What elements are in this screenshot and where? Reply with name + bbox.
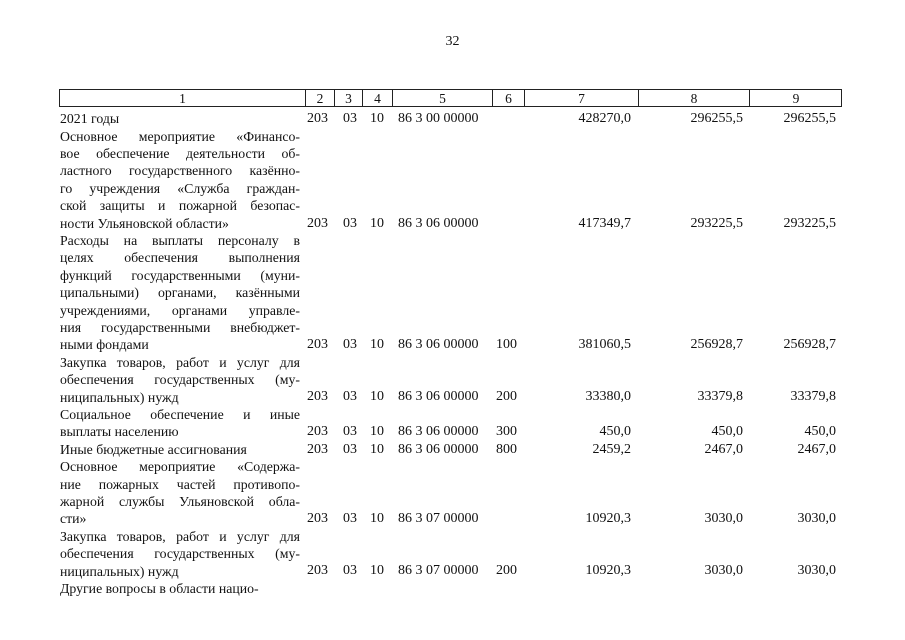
amount-col-7: 417349,7 [578,215,631,231]
row-name [60,441,300,458]
amount-col-9: 2467,0 [797,441,836,457]
row-name-line: Иные бюджетные ассигнования [60,441,247,457]
target-article: 86 3 06 00000 [398,441,479,457]
header-col-1: 1 [60,90,306,107]
row-name [60,406,300,441]
table-header [59,89,842,107]
code-section: 203 [307,111,328,126]
amount-col-7: 2459,2 [592,441,631,457]
row-name-line: целях обеспечения выполнения [60,250,300,266]
amount-col-8: 296255,5 [690,111,743,126]
code-subsection: 03 [343,215,357,231]
page-number: 32 [445,34,460,49]
expense-type: 300 [496,424,517,440]
code-subsubsection: 10 [370,511,384,527]
row-name-line: сти» [60,511,87,527]
row-name-line: ние пожарных частей противопо- [60,476,300,492]
target-article: 86 3 06 00000 [398,424,479,440]
code-subsection: 03 [343,563,357,579]
target-article: 86 3 06 00000 [398,389,479,405]
code-subsection: 03 [343,441,357,457]
amount-col-9: 3030,0 [797,511,836,527]
row-name [60,354,300,406]
row-name-line: ниципальных) нужд [60,563,179,579]
row-name [60,458,300,528]
code-subsubsection: 10 [370,563,384,579]
amount-col-9: 33379,8 [790,389,836,405]
amount-col-9: 296255,5 [783,111,836,126]
amount-col-8: 293225,5 [690,215,743,231]
row-name-line: 2021 годы [60,111,120,126]
header-col-5: 5 [393,90,493,107]
row-name [60,232,300,354]
code-section: 203 [307,215,328,231]
header-col-7: 7 [525,90,639,107]
code-section: 203 [307,563,328,579]
row-name-line: выплаты населению [60,424,179,440]
row-name-line: ности Ульяновской области» [60,215,229,231]
target-article: 86 3 06 00000 [398,215,479,231]
row-name-line: Закупка товаров, работ и услуг для [60,528,300,544]
amount-col-9: 293225,5 [783,215,836,231]
amount-col-9: 256928,7 [783,337,836,353]
amount-col-7: 428270,0 [578,111,631,126]
target-article: 86 3 06 00000 [398,337,479,353]
amount-col-7: 10920,3 [585,563,631,579]
row-name [60,110,300,127]
header-col-3: 3 [335,90,363,107]
row-name-line: жарной службы Ульяновской обла- [60,493,300,509]
row-name-line: учреждениями, органами управле- [60,302,300,318]
code-subsubsection: 10 [370,441,384,457]
header-col-2: 2 [306,90,335,107]
code-subsubsection: 10 [370,424,384,440]
row-name-line: ципальными) органами, казёнными [60,285,300,301]
row-name-line: обеспечения государственных (му- [60,372,300,388]
row-name-line: Социальное обеспечение и иные [60,406,300,422]
target-article: 86 3 07 00000 [398,511,479,527]
row-name-line: ниципальных) нужд [60,389,179,405]
code-section: 203 [307,441,328,457]
code-subsection: 03 [343,511,357,527]
target-article: 86 3 07 00000 [398,563,479,579]
header-col-9: 9 [792,91,800,106]
header-col-4: 4 [363,90,393,107]
expense-type: 200 [496,389,517,405]
row-name-line: функций государственными (муни- [60,267,300,283]
amount-col-7: 450,0 [599,424,631,440]
code-section: 203 [307,424,328,440]
code-section: 203 [307,511,328,527]
row-name-line: обеспечения государственных (му- [60,546,300,562]
code-subsubsection: 10 [370,337,384,353]
row-name-line: вое обеспечение деятельности об- [60,145,300,161]
code-section: 203 [307,337,328,353]
header-col-6: 6 [493,90,525,107]
expense-type: 100 [496,337,517,353]
code-subsection: 03 [343,111,357,126]
amount-col-8: 256928,7 [690,337,743,353]
row-name-line: ской защиты и пожарной безопас- [60,198,300,214]
amount-col-9: 450,0 [804,424,836,440]
row-name-line: ными фондами [60,337,149,353]
row-name-line: Другие вопросы в области нацио- [60,581,259,596]
amount-col-8: 3030,0 [704,563,743,579]
row-name-line: Основное мероприятие «Содержа- [60,459,300,475]
row-name-line: ния государственными внебюджет- [60,319,300,335]
code-subsubsection: 10 [370,389,384,405]
row-name-line: ластного государственного казённо- [60,163,300,179]
target-article: 86 3 00 00000 [398,111,479,126]
amount-col-8: 450,0 [711,424,743,440]
amount-col-7: 10920,3 [585,511,631,527]
row-name [60,528,300,580]
expense-type: 800 [496,441,517,457]
header-col-8: 8 [639,90,750,107]
code-subsection: 03 [343,424,357,440]
amount-col-8: 33379,8 [697,389,743,405]
row-name [60,580,300,597]
row-name-line: Основное мероприятие «Финансо- [60,128,300,144]
amount-col-7: 381060,5 [578,337,631,353]
amount-col-8: 2467,0 [704,441,743,457]
code-subsection: 03 [343,389,357,405]
code-section: 203 [307,389,328,405]
row-name [60,128,300,232]
amount-col-8: 3030,0 [704,511,743,527]
amount-col-9: 3030,0 [797,563,836,579]
expense-type: 200 [496,563,517,579]
amount-col-7: 33380,0 [585,389,631,405]
row-name-line: Закупка товаров, работ и услуг для [60,354,300,370]
code-subsubsection: 10 [370,111,384,126]
row-name-line: Расходы на выплаты персоналу в [60,232,300,248]
code-subsubsection: 10 [370,215,384,231]
code-subsection: 03 [343,337,357,353]
row-name-line: го учреждения «Служба граждан- [60,180,300,196]
